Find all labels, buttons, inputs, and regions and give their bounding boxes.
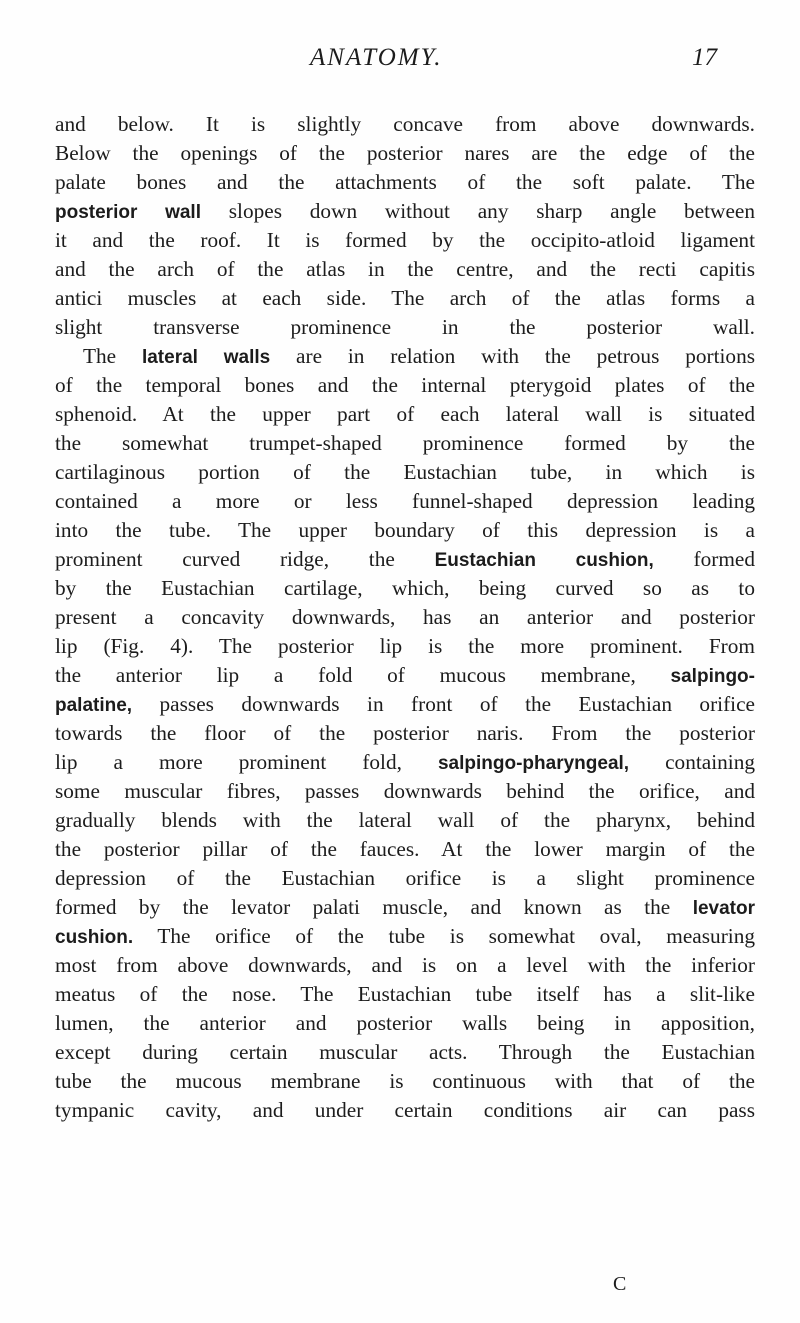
text-line [55, 719, 755, 748]
text-line [55, 893, 755, 922]
text-segment: The orifice of the tube is somewhat oval, measuring [133, 924, 755, 948]
text-line [55, 255, 755, 284]
text-segment: the posterior pillar of the fauces. At the lower margin of the [55, 837, 755, 861]
bold-term: posterior wall [55, 202, 201, 223]
text-line [55, 806, 755, 835]
text-segment: except during certain muscular acts. Through the Eustachian [55, 1040, 755, 1064]
text-segment: tube the mucous membrane is continuous with that of the [55, 1069, 755, 1093]
text-segment: lip a more prominent fold, [55, 750, 438, 774]
text-line [55, 603, 755, 632]
text-segment: of the temporal bones and the internal pterygoid plates of the [55, 373, 755, 397]
page-number: 17 [692, 44, 717, 71]
text-line [55, 458, 755, 487]
text-segment: contained a more or less funnel-shaped depression leading [55, 489, 755, 513]
text-line [55, 139, 755, 168]
bold-term: palatine, [55, 695, 133, 716]
text-segment: and the arch of the atlas in the centre, and the recti capitis [55, 257, 755, 281]
text-segment: slight transverse prominence in the posterior wall. [55, 315, 755, 339]
text-line [55, 487, 755, 516]
text-segment: slopes down without any sharp angle between [200, 199, 755, 223]
bold-term: lateral walls [141, 347, 271, 368]
text-segment: meatus of the nose. The Eustachian tube itself has a slit-like [55, 982, 755, 1006]
text-line [55, 1009, 755, 1038]
text-segment: sphenoid. At the upper part of each lateral wall is situated [55, 402, 755, 426]
text-line [55, 284, 755, 313]
signature-mark: C [613, 1273, 627, 1295]
text-line [55, 574, 755, 603]
text-line [55, 661, 755, 690]
text-segment: lip (Fig. 4). The posterior lip is the more prominent. From [55, 634, 755, 658]
text-line [55, 632, 755, 661]
bold-term: levator [692, 898, 755, 919]
text-segment: The [83, 344, 142, 368]
text-line [55, 545, 755, 574]
text-line [55, 980, 755, 1009]
text-line [55, 1038, 755, 1067]
text-line [55, 371, 755, 400]
text-line [55, 1067, 755, 1096]
text-line [55, 1096, 755, 1125]
text-line [55, 342, 755, 371]
text-segment: lumen, the anterior and posterior walls being in apposition, [55, 1011, 755, 1035]
text-segment: and below. It is slightly concave from above downwards. [55, 112, 755, 136]
text-segment: passes downwards in front of the Eustachian orifice [132, 692, 755, 716]
text-segment: it and the roof. It is formed by the occipito-atloid ligament [55, 228, 755, 252]
bold-term: cushion. [55, 927, 134, 948]
text-segment: the somewhat trumpet-shaped prominence formed by the [55, 431, 755, 455]
text-line [55, 922, 755, 951]
body-text [55, 110, 755, 1125]
text-segment: gradually blends with the lateral wall of the pharynx, behind [55, 808, 755, 832]
text-segment: towards the floor of the posterior naris. From the posterior [55, 721, 755, 745]
text-segment: present a concavity downwards, has an anterior and posterior [55, 605, 755, 629]
text-line [55, 429, 755, 458]
text-segment: containing [629, 750, 755, 774]
text-segment: cartilaginous portion of the Eustachian tube, in which is [55, 460, 755, 484]
text-line [55, 951, 755, 980]
text-segment: into the tube. The upper boundary of this depression is a [55, 518, 755, 542]
text-segment: formed [653, 547, 755, 571]
bold-term: Eustachian cushion, [434, 550, 654, 571]
text-line [55, 516, 755, 545]
text-segment: prominent curved ridge, the [55, 547, 435, 571]
text-line [55, 864, 755, 893]
running-head [0, 44, 800, 84]
running-title: ANATOMY. [310, 44, 443, 71]
text-line [55, 197, 755, 226]
text-segment: depression of the Eustachian orifice is a slight prominence [55, 866, 755, 890]
text-line [55, 777, 755, 806]
text-line [55, 226, 755, 255]
text-segment: the anterior lip a fold of mucous membrane, [55, 663, 671, 687]
text-segment: tympanic cavity, and under certain conditions air can pass [55, 1098, 755, 1122]
text-line [55, 690, 755, 719]
text-segment: palate bones and the attachments of the soft palate. The [55, 170, 755, 194]
text-segment: some muscular fibres, passes downwards behind the orifice, and [55, 779, 755, 803]
text-line [55, 110, 755, 139]
bold-term: salpingo- [670, 666, 755, 687]
text-segment: antici muscles at each side. The arch of the atlas forms a [55, 286, 755, 310]
text-segment: most from above downwards, and is on a level with the inferior [55, 953, 755, 977]
text-line [55, 168, 755, 197]
text-segment: formed by the levator palati muscle, and known as the [55, 895, 693, 919]
text-line [55, 400, 755, 429]
text-segment: by the Eustachian cartilage, which, being curved so as to [55, 576, 755, 600]
text-line [55, 313, 755, 342]
text-segment: Below the openings of the posterior nares are the edge of the [55, 141, 755, 165]
text-segment: are in relation with the petrous portions [270, 344, 755, 368]
text-line [55, 835, 755, 864]
bold-term: salpingo-pharyngeal, [437, 753, 630, 774]
text-line [55, 748, 755, 777]
